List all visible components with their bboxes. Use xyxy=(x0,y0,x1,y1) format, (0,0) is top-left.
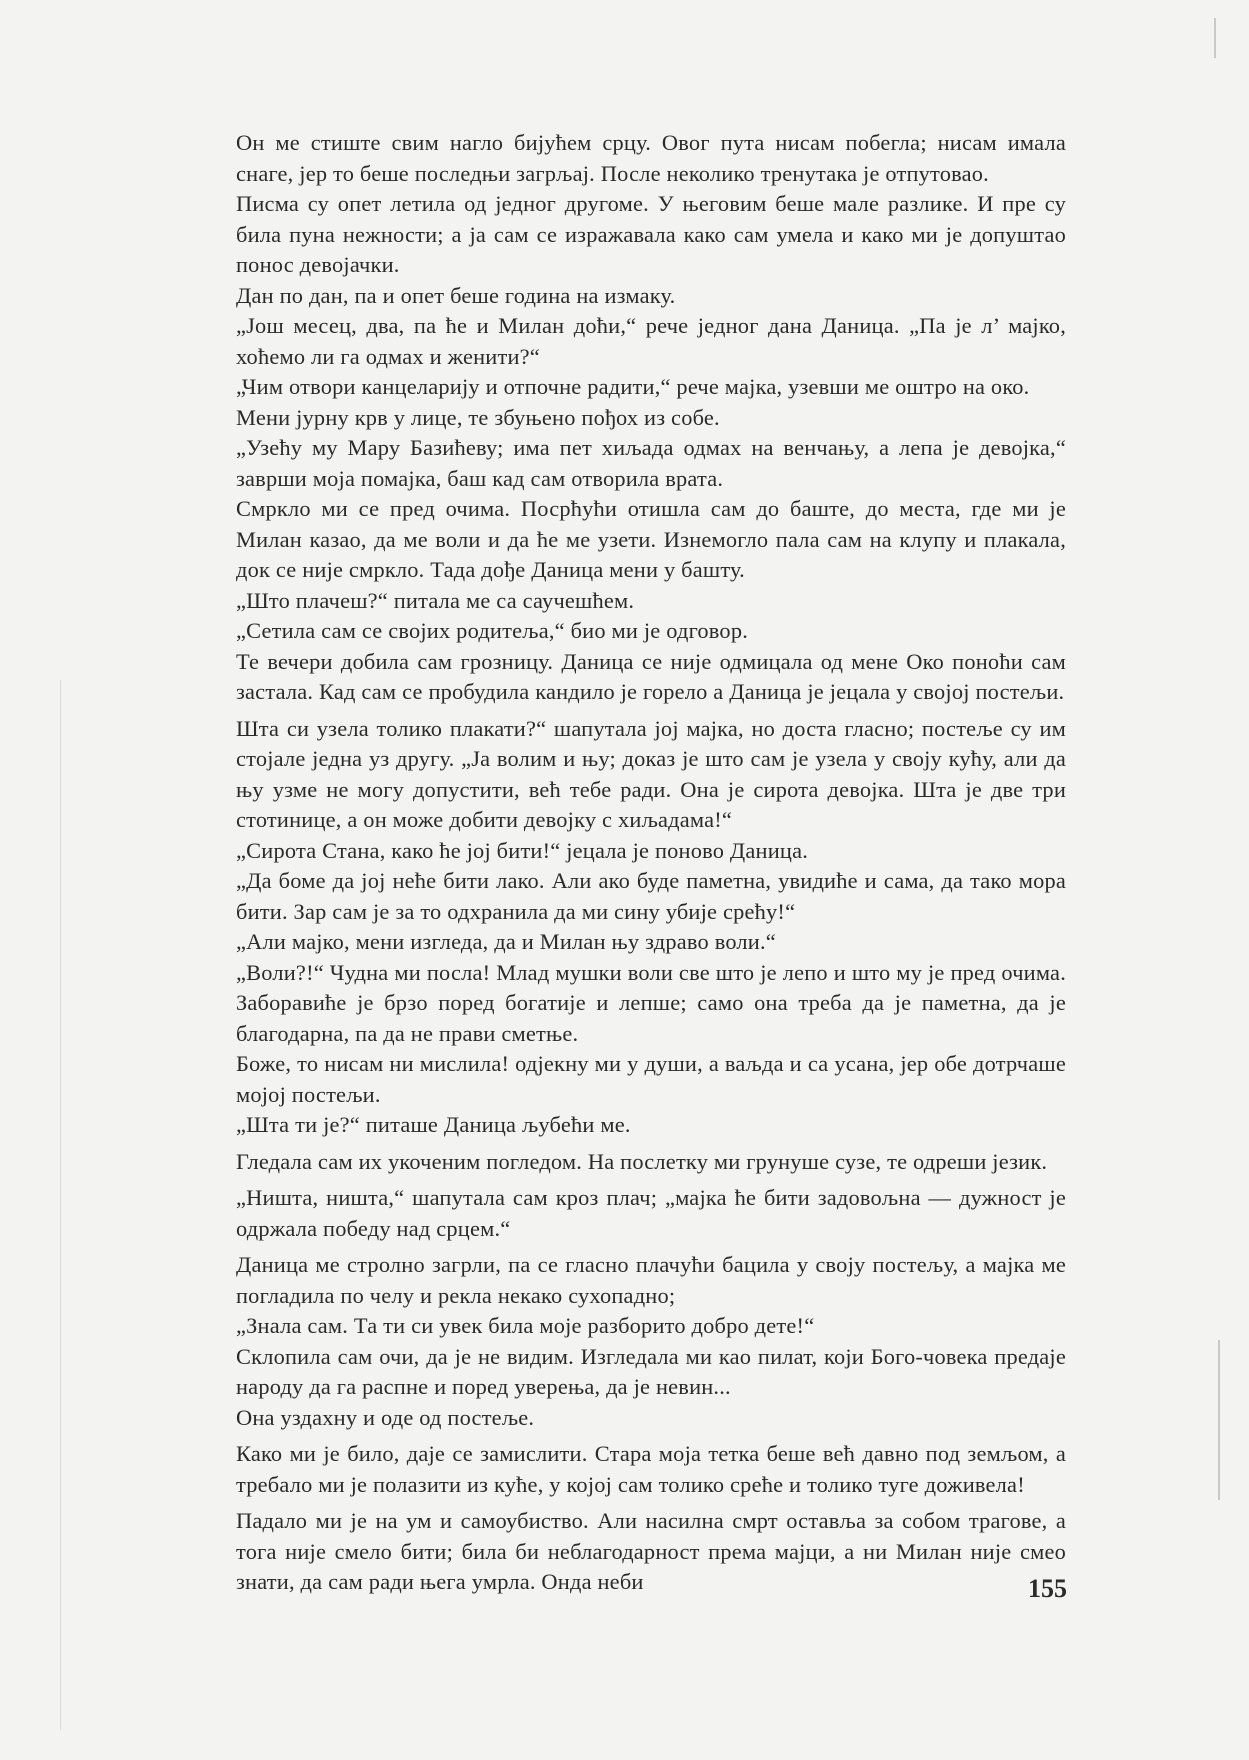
paragraph: „Да боме да јој неће бити лако. Али ако буде паметна, увидиће и сама, да тако мора бити. Зар сам је за то одхранила да ми сину убије срећу!“ xyxy=(236,868,1066,924)
paragraph: Писма су опет летила од једног другоме. У његовим беше мале разлике. И пре су била пуна нежности; а ја сам се изражавала како сам умела и како ми је допуштао понос девојачки. xyxy=(236,191,1066,277)
paragraph: Дан по дан, па и опет беше година на измаку. xyxy=(236,282,676,308)
paragraph: „Узећу му Мару Базићеву; има пет хиљада одмах на венчању, а лепа је девојка,“ заврши моја помајка, баш кад сам отворила врата. xyxy=(236,435,1066,491)
paragraph: Те вечери добила сам грозницу. Даница се није одмицала од мене Око поноћи сам застала. Кад сам се пробудила кандило је горело а Даница је јецала у својој постељи. xyxy=(236,648,1066,704)
scan-edge-mark xyxy=(60,680,61,1730)
paragraph: Смркло ми се пред очима. Посрћући отишла сам до баште, до места, где ми је Милан казао, да ме воли и да ће ме узети. Изнемогло пала сам на клупу и плакала, док се није смркло. Тада дође Даница мени у башту. xyxy=(236,496,1066,582)
paragraph: „Сетила сам се својих родитеља,“ био ми је одговор. xyxy=(236,618,749,643)
paragraph: „Још месец, два, па ће и Милан доћи,“ рече једног дана Даница. „Па је л’ мајко, хоћемо ли га одмах и женити?“ xyxy=(236,313,1066,369)
paragraph: „Чим отвори канцеларију и отпочне радити,“ рече мајка, узевши ме оштро на око. xyxy=(236,374,1030,399)
paragraph: Како ми је било, даје се замислити. Стара моја тетка беше већ давно под земљом, а требало ми је полазити из куће, у којој сам толико среће и толико туге доживела! xyxy=(236,1441,1066,1497)
paragraph: „Сирота Стана, како ће јој бити!“ јецала је поново Даница. xyxy=(236,837,809,863)
paragraph: Гледала сам их укоченим погледом. На послетку ми грунуше сузе, те одреши језик. xyxy=(236,1148,1048,1174)
paragraph: Шта си узела толико плакати?“ шапутала јој мајка, но доста гласно; постеље су им стојале једна уз другу. „Ја волим и њу; доказ је што сам је узела у своју кућу, али да њу узме не могу допустити, већ тебе ради. Она је сирота девојка. Шта је две три стотинице, а он може добити девојку с хиљадама!“ xyxy=(236,715,1066,832)
paragraph: Даница ме стролно загрли, па се гласно плачући бацила у своју постељу, а мајка ме погладила по челу и рекла некако сухопадно; xyxy=(236,1252,1066,1308)
scan-edge-mark xyxy=(1218,1340,1220,1500)
paragraph: „Ништа, ништа,“ шапутала сам кроз плач; „мајка ће бити задовољна — дужност је одржала победу над срцем.“ xyxy=(236,1185,1066,1241)
body-text xyxy=(236,128,1066,1598)
paragraph: Склопила сам очи, да је не видим. Изгледала ми као пилат, који Бого-човека предаје народу да га распне и поред уверења, да је невин... xyxy=(236,1343,1066,1399)
paragraph: Он ме стиште свим нагло бијућем срцу. Овог пута нисам побегла; нисам имала снаге, јер то беше последњи загрљај. После неколико тренутака је отпутовао. xyxy=(236,130,1066,186)
paragraph: „Воли?!“ Чудна ми посла! Млад мушки воли све што је лепо и што му је пред очима. Заборавиће је брзо поред богатије и лепше; само она треба да је паметна, да је благодарна, па да не прави сметње. xyxy=(236,959,1066,1046)
paragraph: „Шта ти је?“ питаше Даница љубећи ме. xyxy=(236,1112,631,1137)
paragraph: „Али мајко, мени изгледа, да и Милан њу здраво воли.“ xyxy=(236,929,776,954)
paragraph-text: Падало ми је на ум и самоубиство. Али насилна смрт оставља за собом трагове, а тога није смело бити; била би неблагодарност према мајци, а ни Милан није смео знати, да сам ради њега умрла. Онда неби xyxy=(236,1508,1066,1594)
scan-edge-mark xyxy=(1214,18,1216,58)
paragraph: „Што плачеш?“ питала ме са саучешћем. xyxy=(236,587,635,613)
paragraph: Она уздахну и оде од постеље. xyxy=(236,1404,535,1430)
page-number: 155 xyxy=(1028,1574,1067,1603)
paragraph: Боже, то нисам ни мислила! одјекну ми у души, а ваљда и са усана, јер обе дотрчаше мојој постељи. xyxy=(236,1051,1066,1107)
paragraph: Мени јурну крв у лице, те збуњено пођох из собе. xyxy=(236,404,720,430)
paragraph xyxy=(236,1506,1066,1598)
paragraph: „Знала сам. Та ти си увек била моје разборито добро дете!“ xyxy=(236,1313,815,1338)
